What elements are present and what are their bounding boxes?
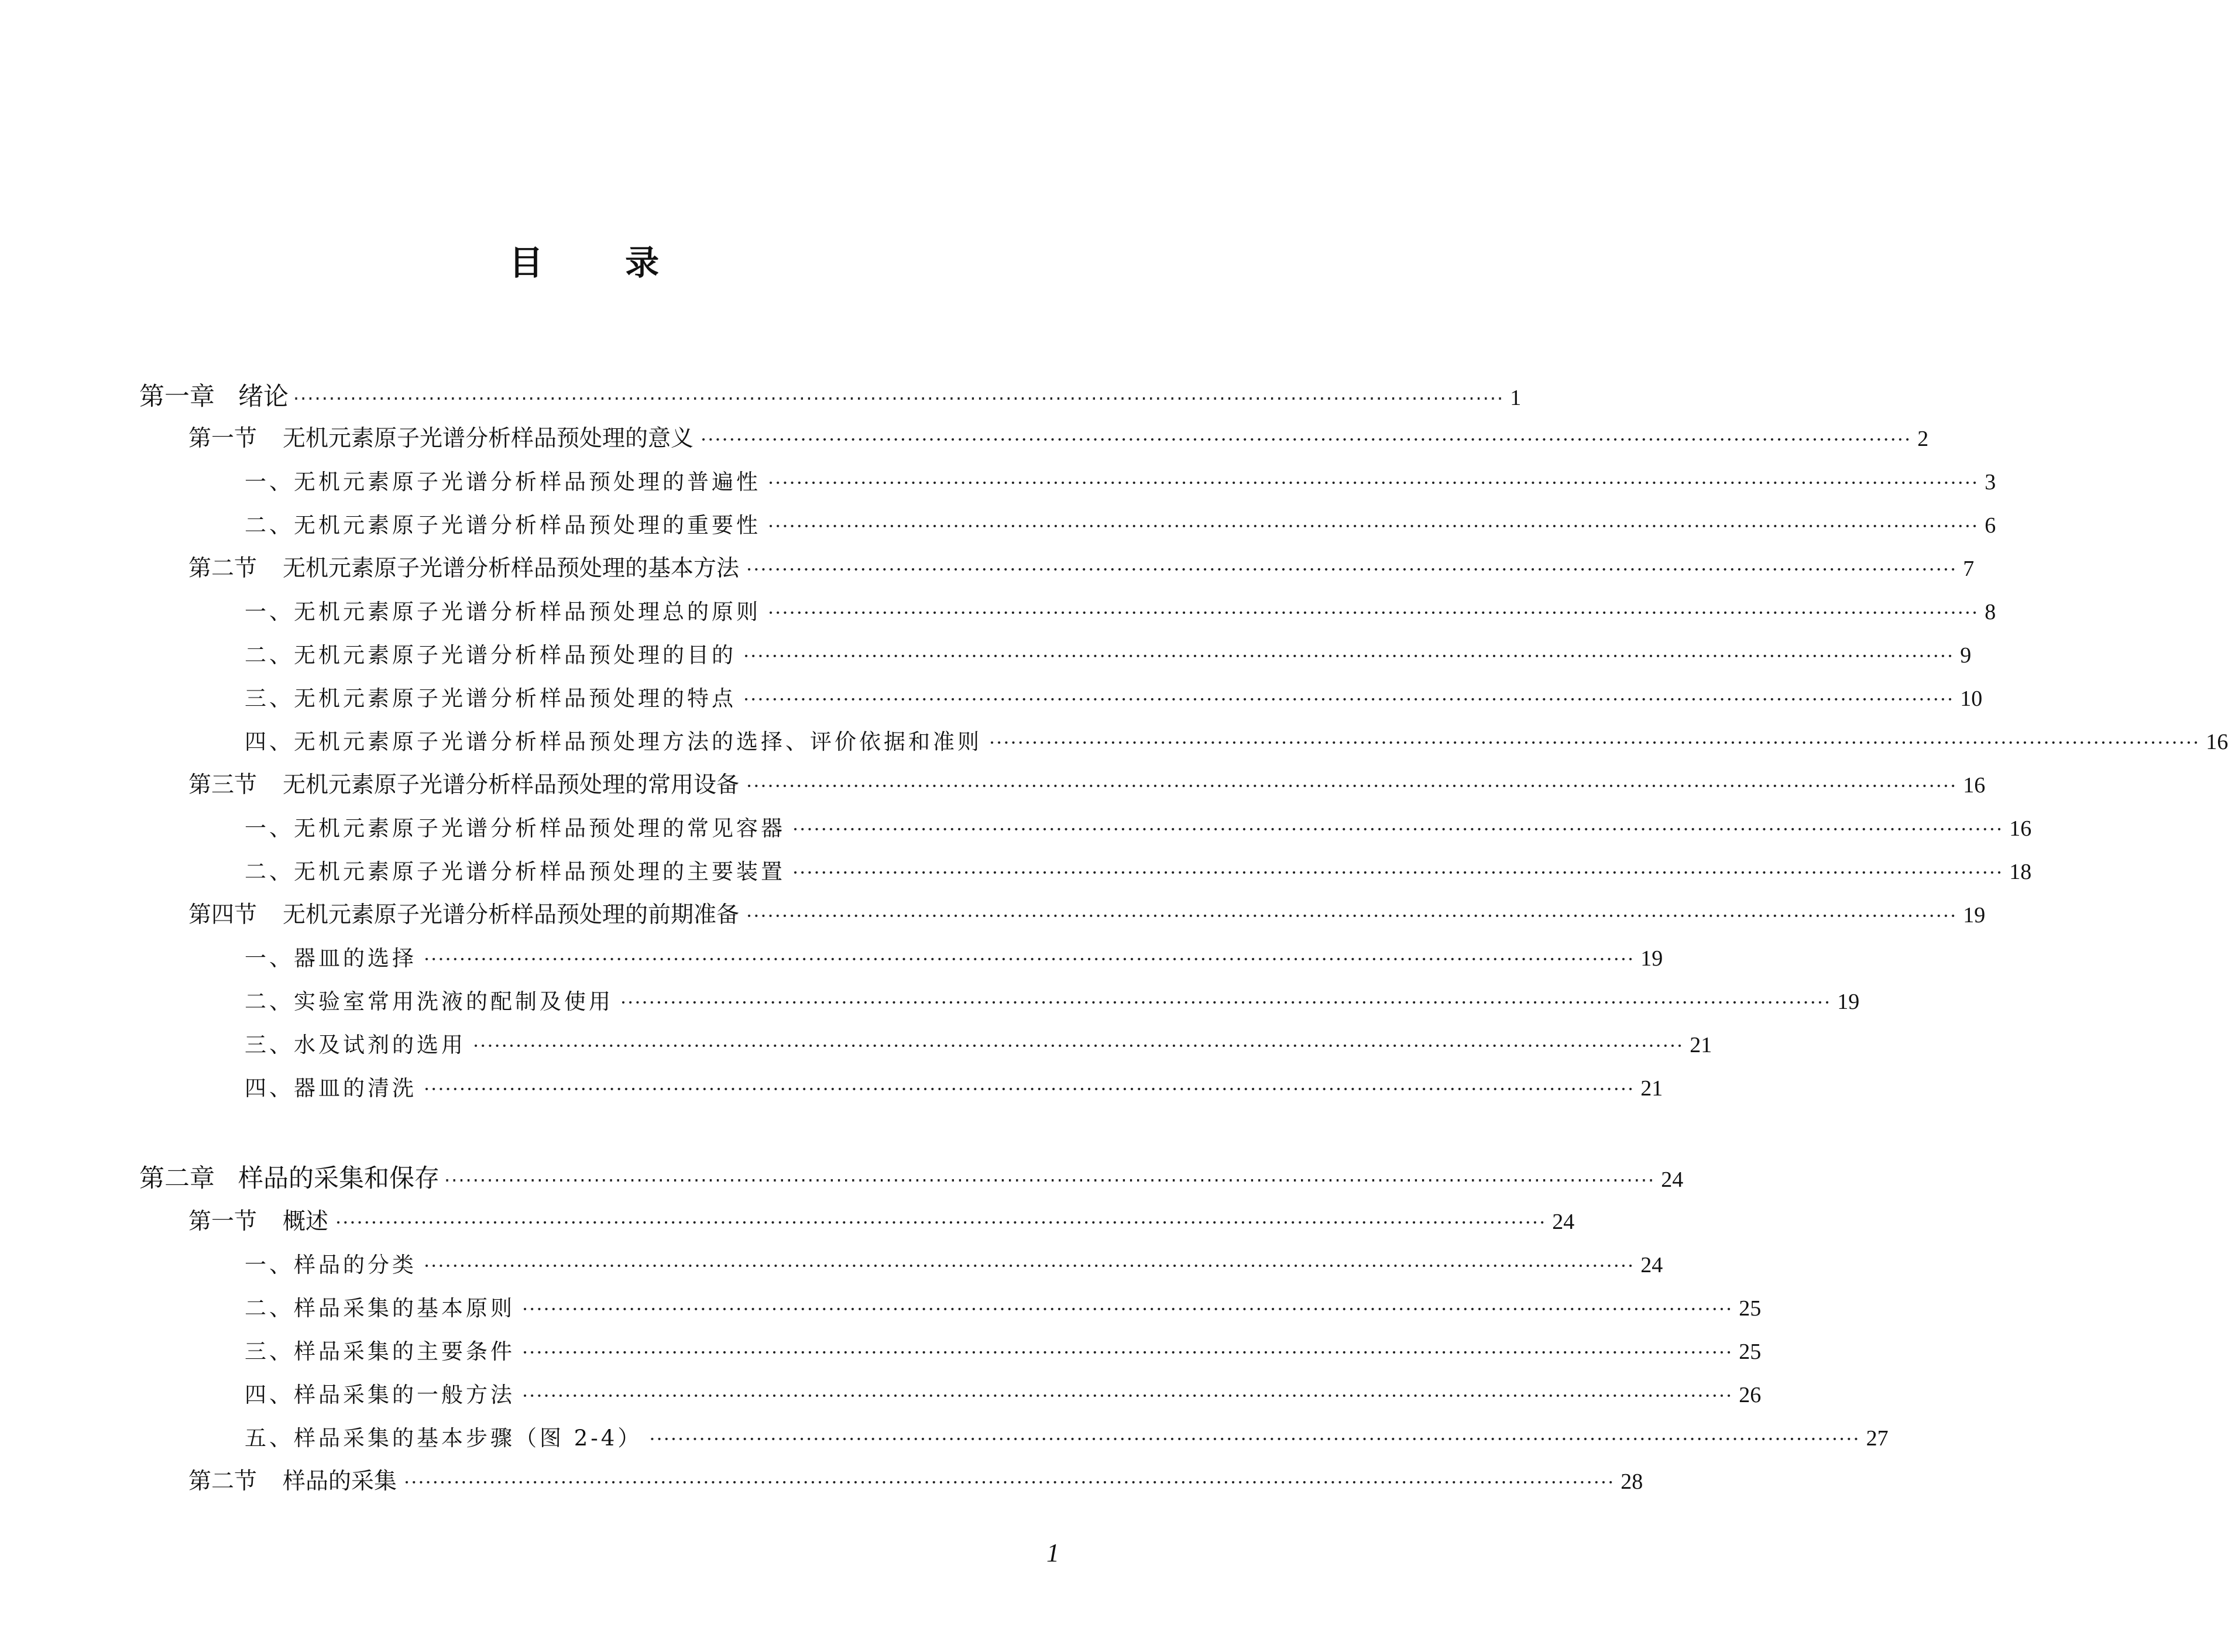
toc-item-row[interactable] [245, 1291, 1762, 1326]
toc-entry-page: 1 [1510, 386, 1522, 410]
toc-entry-number: 第二节 [188, 1468, 258, 1495]
toc-entry-number: 第二节 [188, 555, 258, 582]
toc-chapter-row[interactable] [139, 379, 1522, 414]
toc-entry-page: 24 [1661, 1167, 1684, 1192]
toc-entry-page: 3 [1985, 470, 1996, 494]
dot-leader: ·········································································································································································· [792, 818, 2004, 840]
toc-entry-number: 第四节 [188, 902, 258, 928]
toc-item-row[interactable] [245, 1028, 1712, 1063]
toc-item-row[interactable] [245, 1248, 1663, 1283]
toc-entry-page: 16 [2206, 730, 2228, 754]
toc-entry-number: 第三节 [188, 772, 258, 798]
toc-entry-page: 19 [1640, 946, 1663, 971]
toc-item-row[interactable] [245, 1071, 1663, 1106]
toc-entry-number: 第一节 [188, 1208, 258, 1235]
toc-entry-page: 2 [1917, 427, 1929, 451]
toc-entry-title: 四、无机元素原子光谱分析样品预处理方法的选择、评价依据和准则 [245, 729, 982, 754]
dot-leader: ·········································································································································································· [768, 472, 1979, 494]
toc-section-row[interactable] [188, 551, 1975, 586]
toc-item-row[interactable] [245, 984, 1860, 1019]
dot-leader: ·········································································································································································· [424, 948, 1635, 970]
toc-entry-title: 一、样品的分类 [245, 1252, 417, 1277]
dot-leader: ·········································································································································································· [701, 428, 1912, 451]
toc-chapter-row[interactable] [139, 1161, 1684, 1196]
toc-entry-title: 无机元素原子光谱分析样品预处理的意义 [283, 425, 694, 452]
toc-section-row[interactable] [188, 1464, 1643, 1499]
toc-entry-number: 第二章 [139, 1164, 215, 1193]
toc-entry-page: 25 [1739, 1340, 1762, 1364]
dot-leader: ·········································································································································································· [649, 1428, 1860, 1450]
dot-leader: ·········································································································································································· [522, 1385, 1733, 1407]
dot-leader: ·········································································································································································· [768, 602, 1979, 624]
toc-entry-title: 无机元素原子光谱分析样品预处理的前期准备 [283, 902, 740, 928]
toc-entry-number: 第一节 [188, 425, 258, 452]
toc-entry-title: 三、无机元素原子光谱分析样品预处理的特点 [245, 686, 736, 711]
toc-entry-title: 四、器皿的清洗 [245, 1076, 417, 1101]
toc-entry-title: 二、无机元素原子光谱分析样品预处理的重要性 [245, 513, 761, 538]
dot-leader: ·········································································································································································· [473, 1035, 1684, 1057]
dot-leader: ·········································································································································································· [743, 688, 1955, 710]
toc-item-row[interactable] [245, 854, 2032, 889]
toc-entry-page: 7 [1963, 557, 1975, 581]
toc-entry-title: 五、样品采集的基本步骤（图 2-4） [245, 1426, 643, 1451]
dot-leader: ·········································································································································································· [746, 558, 1958, 581]
toc-entry-title: 四、样品采集的一般方法 [245, 1382, 515, 1407]
toc-item-row[interactable] [245, 508, 1996, 543]
dot-leader: ·········································································································································································· [522, 1298, 1733, 1320]
toc-entry-page: 16 [1963, 773, 1986, 798]
dot-leader: ·········································································································································································· [989, 731, 2200, 754]
dot-leader: ·········································································································································································· [444, 1169, 1656, 1191]
toc-entry-title: 二、样品采集的基本原则 [245, 1296, 515, 1321]
toc-section-row[interactable] [188, 1204, 1575, 1239]
dot-leader: ·········································································································································································· [620, 991, 1832, 1014]
toc-section-row[interactable] [188, 898, 1986, 933]
toc-entry-page: 19 [1963, 903, 1986, 928]
toc-entry-page: 27 [1866, 1426, 1889, 1451]
toc-entry-title: 一、无机元素原子光谱分析样品预处理的普遍性 [245, 469, 761, 494]
dot-leader: ·········································································································································································· [404, 1471, 1615, 1493]
toc-entry-title: 二、无机元素原子光谱分析样品预处理的主要装置 [245, 859, 785, 884]
toc-section-row[interactable] [188, 421, 1929, 456]
dot-leader: ·········································································································································································· [424, 1078, 1635, 1100]
toc-entry-title: 二、实验室常用洗液的配制及使用 [245, 989, 613, 1014]
page-number: 1 [1046, 1538, 1059, 1567]
toc-entry-page: 18 [2009, 860, 2032, 884]
toc-item-row[interactable] [245, 1378, 1762, 1413]
toc-entry-page: 21 [1690, 1033, 1712, 1057]
toc-item-row[interactable] [245, 681, 1983, 716]
toc-entry-title: 一、无机元素原子光谱分析样品预处理总的原则 [245, 599, 761, 624]
toc-entry-page: 8 [1985, 600, 1996, 624]
toc-entry-title: 三、水及试剂的选用 [245, 1032, 466, 1057]
toc-item-row[interactable] [245, 811, 2032, 846]
toc-item-row[interactable] [245, 941, 1663, 976]
toc-entry-page: 28 [1621, 1469, 1643, 1494]
dot-leader: ·········································································································································································· [293, 387, 1505, 410]
toc-entry-title: 一、器皿的选择 [245, 946, 417, 971]
toc-item-row[interactable] [245, 595, 1996, 630]
toc-entry-page: 25 [1739, 1296, 1762, 1321]
dot-leader: ·········································································································································································· [335, 1211, 1547, 1234]
dot-leader: ·········································································································································································· [743, 645, 1955, 667]
toc-entry-page: 24 [1552, 1210, 1575, 1234]
toc-item-row[interactable] [245, 1421, 1889, 1456]
toc-entry-title: 二、无机元素原子光谱分析样品预处理的目的 [245, 643, 736, 668]
dot-leader: ·········································································································································································· [522, 1341, 1733, 1363]
dot-leader: ·········································································································································································· [424, 1255, 1635, 1277]
toc-item-row[interactable] [245, 638, 1972, 673]
toc-item-row[interactable] [245, 1334, 1762, 1369]
toc-entry-title: 无机元素原子光谱分析样品预处理的基本方法 [283, 555, 740, 582]
toc-item-row[interactable] [245, 724, 2228, 760]
toc-entry-page: 10 [1960, 686, 1983, 711]
toc-entry-page: 26 [1739, 1383, 1762, 1407]
toc-entry-title: 概述 [283, 1208, 329, 1235]
dot-leader: ·········································································································································································· [746, 775, 1958, 797]
toc-entry-page: 21 [1640, 1076, 1663, 1101]
toc-entry-title: 绪论 [238, 382, 289, 411]
toc-entry-page: 19 [1837, 990, 1860, 1014]
toc-entry-number: 第一章 [139, 382, 215, 411]
toc-entry-title: 样品的采集和保存 [238, 1164, 440, 1193]
dot-leader: ·········································································································································································· [768, 515, 1979, 537]
toc-entry-page: 6 [1985, 513, 1996, 538]
toc-section-row[interactable] [188, 768, 1986, 803]
toc-entry-title: 一、无机元素原子光谱分析样品预处理的常见容器 [245, 816, 785, 841]
toc-entry-title: 三、样品采集的主要条件 [245, 1339, 515, 1364]
toc-entry-page: 16 [2009, 816, 2032, 841]
dot-leader: ·········································································································································································· [792, 861, 2004, 884]
toc-entry-page: 24 [1640, 1253, 1663, 1277]
dot-leader: ·········································································································································································· [746, 905, 1958, 927]
toc-entry-title: 无机元素原子光谱分析样品预处理的常用设备 [283, 772, 740, 798]
toc-entry-title: 样品的采集 [283, 1468, 397, 1495]
page-title: 目 录 [509, 243, 695, 283]
toc-item-row[interactable] [245, 465, 1996, 500]
toc-entry-page: 9 [1960, 643, 1972, 668]
